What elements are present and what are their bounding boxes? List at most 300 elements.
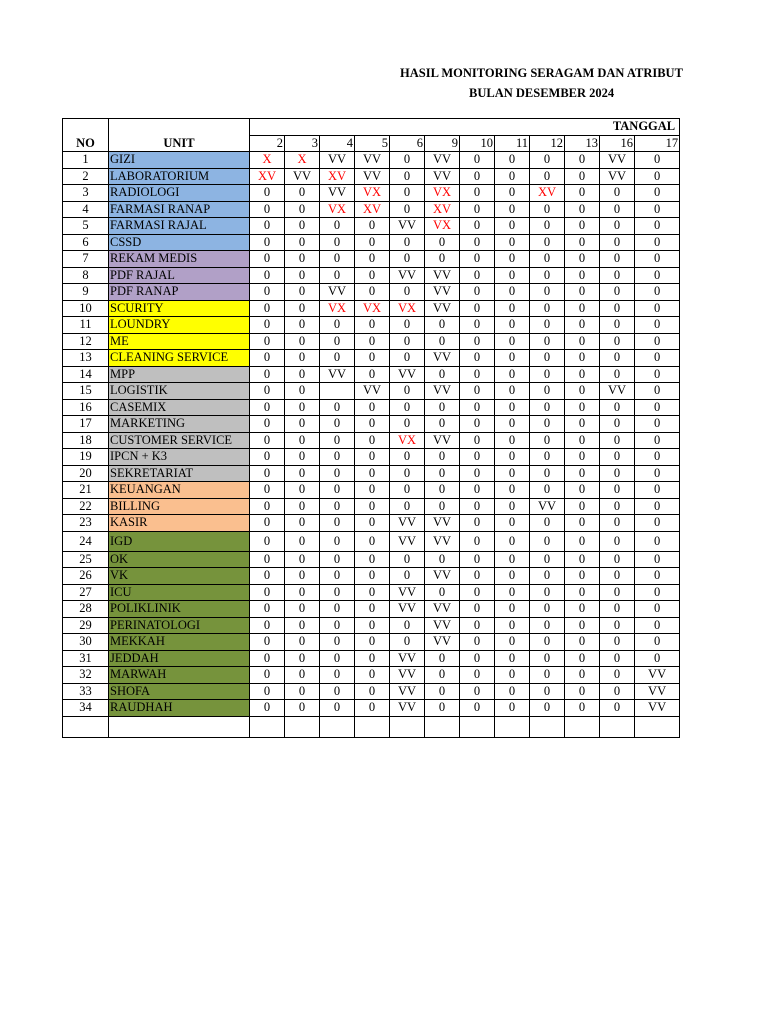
table-row [63,601,680,618]
table-row [63,531,680,551]
status-cell: 0 [285,531,320,551]
status-cell: 0 [355,700,390,717]
status-cell: 0 [355,601,390,618]
status-cell: VV [390,267,425,284]
status-cell: 0 [250,634,285,651]
status-cell: 0 [250,482,285,499]
status-cell: 0 [530,251,565,268]
row-number: 4 [63,201,109,218]
status-cell: X [285,152,320,169]
status-cell: 0 [635,551,680,568]
status-cell: 0 [530,284,565,301]
status-cell: 0 [285,515,320,532]
status-cell: 0 [565,515,600,532]
status-cell: 0 [320,667,355,684]
status-cell: VX [390,432,425,449]
status-cell: 0 [250,667,285,684]
status-cell: VV [530,498,565,515]
table-row [63,650,680,667]
status-cell: 0 [460,449,495,466]
status-cell: 0 [250,531,285,551]
status-cell: 0 [425,584,460,601]
status-cell: 0 [355,234,390,251]
status-cell: 0 [425,449,460,466]
status-cell: 0 [250,185,285,202]
status-cell: 0 [250,218,285,235]
row-number: 23 [63,515,109,532]
status-cell: 0 [495,267,530,284]
status-cell: 0 [250,300,285,317]
table-row [63,551,680,568]
row-number: 25 [63,551,109,568]
status-cell: 0 [600,498,635,515]
empty-cell [635,716,680,737]
status-cell: 0 [530,350,565,367]
status-cell: 0 [285,317,320,334]
status-cell: VV [425,350,460,367]
unit-name: FARMASI RANAP [109,201,250,218]
status-cell: 0 [460,284,495,301]
status-cell: VV [425,568,460,585]
status-cell: VV [355,168,390,185]
empty-cell [390,716,425,737]
status-cell: 0 [495,251,530,268]
unit-name: IGD [109,531,250,551]
status-cell: 0 [250,383,285,400]
status-cell: 0 [495,683,530,700]
status-cell: 0 [320,634,355,651]
table-row [63,617,680,634]
status-cell: 0 [635,617,680,634]
status-cell: 0 [530,383,565,400]
unit-name: LABORATORIUM [109,168,250,185]
status-cell: 0 [635,350,680,367]
row-number: 18 [63,432,109,449]
status-cell: VV [390,683,425,700]
status-cell: 0 [250,449,285,466]
status-cell: 0 [460,432,495,449]
status-cell: 0 [250,601,285,618]
status-cell: 0 [285,498,320,515]
status-cell: 0 [530,300,565,317]
status-cell: 0 [285,218,320,235]
status-cell: 0 [600,683,635,700]
status-cell: 0 [565,168,600,185]
status-cell: 0 [565,584,600,601]
status-cell: 0 [635,449,680,466]
status-cell: 0 [460,482,495,499]
unit-name: IPCN + K3 [109,449,250,466]
status-cell: 0 [460,416,495,433]
status-cell: 0 [460,617,495,634]
status-cell: 0 [250,700,285,717]
status-cell: 0 [495,531,530,551]
status-cell: 0 [390,399,425,416]
status-cell: 0 [355,465,390,482]
status-cell: 0 [355,284,390,301]
status-cell: 0 [495,201,530,218]
status-cell: 0 [250,515,285,532]
status-cell: 0 [460,168,495,185]
status-cell: 0 [355,515,390,532]
status-cell: 0 [355,317,390,334]
status-cell: 0 [285,683,320,700]
status-cell: VV [635,700,680,717]
status-cell: 0 [320,584,355,601]
status-cell: 0 [250,650,285,667]
status-cell: 0 [565,650,600,667]
status-cell: 0 [600,350,635,367]
status-cell: 0 [355,634,390,651]
row-number: 14 [63,366,109,383]
status-cell: 0 [460,515,495,532]
status-cell: 0 [460,601,495,618]
row-number: 21 [63,482,109,499]
status-cell: 0 [600,201,635,218]
header-day: 11 [495,135,530,152]
status-cell: 0 [320,531,355,551]
header-day: 4 [320,135,355,152]
status-cell: 0 [320,515,355,532]
table-row [63,465,680,482]
status-cell: 0 [635,267,680,284]
status-cell: 0 [460,683,495,700]
status-cell: 0 [565,366,600,383]
status-cell: 0 [600,267,635,284]
status-cell: 0 [530,317,565,334]
row-number: 34 [63,700,109,717]
status-cell: 0 [530,465,565,482]
status-cell: 0 [635,366,680,383]
status-cell: VV [635,667,680,684]
table-row [63,218,680,235]
status-cell: VV [390,584,425,601]
status-cell: 0 [320,601,355,618]
unit-name: VK [109,568,250,585]
status-cell: 0 [250,251,285,268]
empty-cell [320,716,355,737]
status-cell: 0 [250,333,285,350]
status-cell: 0 [320,465,355,482]
monitoring-table [62,118,680,738]
status-cell: 0 [320,551,355,568]
status-cell: 0 [425,498,460,515]
status-cell: 0 [530,449,565,466]
row-number: 16 [63,399,109,416]
status-cell: 0 [390,333,425,350]
row-number: 33 [63,683,109,700]
row-number: 20 [63,465,109,482]
status-cell: 0 [600,185,635,202]
row-number: 7 [63,251,109,268]
status-cell: 0 [285,399,320,416]
status-cell: VV [390,366,425,383]
status-cell: 0 [565,498,600,515]
report-title: HASIL MONITORING SERAGAM DAN ATRIBUT [400,66,683,80]
status-cell: 0 [460,551,495,568]
status-cell: 0 [460,498,495,515]
status-cell: 0 [390,152,425,169]
status-cell: 0 [600,333,635,350]
status-cell: 0 [250,432,285,449]
status-cell: 0 [355,551,390,568]
status-cell: 0 [600,634,635,651]
row-number: 17 [63,416,109,433]
table-row [63,568,680,585]
status-cell: 0 [390,317,425,334]
unit-name: CUSTOMER SERVICE [109,432,250,449]
status-cell: 0 [495,584,530,601]
status-cell: 0 [635,152,680,169]
status-cell: 0 [320,350,355,367]
row-number: 31 [63,650,109,667]
status-cell: 0 [285,634,320,651]
row-number: 1 [63,152,109,169]
status-cell: 0 [320,251,355,268]
status-cell: 0 [635,482,680,499]
status-cell: 0 [495,700,530,717]
status-cell: 0 [600,465,635,482]
table-row [63,449,680,466]
unit-name: MEKKAH [109,634,250,651]
unit-name: ICU [109,584,250,601]
status-cell: 0 [355,366,390,383]
status-cell: 0 [425,683,460,700]
status-cell: 0 [250,317,285,334]
status-cell: 0 [600,482,635,499]
status-cell: 0 [390,168,425,185]
status-cell: 0 [600,568,635,585]
status-cell: 0 [530,432,565,449]
status-cell: 0 [460,185,495,202]
table-row [63,333,680,350]
status-cell: 0 [530,366,565,383]
unit-name: LOGISTIK [109,383,250,400]
table-row [63,667,680,684]
table-row [63,185,680,202]
status-cell: 0 [285,551,320,568]
status-cell: VV [425,531,460,551]
status-cell: 0 [565,333,600,350]
table-row [63,267,680,284]
status-cell: 0 [635,185,680,202]
status-cell: 0 [355,617,390,634]
status-cell: VV [390,700,425,717]
status-cell: 0 [530,650,565,667]
table-row [63,152,680,169]
status-cell: 0 [460,251,495,268]
row-number: 22 [63,498,109,515]
unit-name: POLIKLINIK [109,601,250,618]
status-cell: VV [600,152,635,169]
header-day: 3 [285,135,320,152]
status-cell: 0 [530,568,565,585]
status-cell: 0 [600,317,635,334]
status-cell: 0 [285,333,320,350]
status-cell: 0 [600,234,635,251]
status-cell: 0 [635,168,680,185]
status-cell: 0 [635,416,680,433]
status-cell: 0 [250,416,285,433]
status-cell: 0 [285,185,320,202]
status-cell: VX [320,201,355,218]
status-cell: 0 [390,551,425,568]
status-cell: 0 [600,251,635,268]
status-cell: 0 [285,383,320,400]
header-day: 16 [600,135,635,152]
status-cell: 0 [635,498,680,515]
status-cell: 0 [460,383,495,400]
status-cell: 0 [250,267,285,284]
status-cell: 0 [460,568,495,585]
status-cell: 0 [425,416,460,433]
status-cell: 0 [495,667,530,684]
table-row [63,399,680,416]
unit-name: SHOFA [109,683,250,700]
status-cell: 0 [460,333,495,350]
row-number: 13 [63,350,109,367]
status-cell: 0 [355,498,390,515]
status-cell: 0 [390,568,425,585]
status-cell: 0 [320,234,355,251]
status-cell: 0 [250,465,285,482]
status-cell: 0 [600,667,635,684]
status-cell: VV [425,267,460,284]
status-cell: 0 [600,300,635,317]
status-cell: 0 [565,399,600,416]
status-cell: 0 [390,201,425,218]
status-cell: 0 [565,683,600,700]
status-cell: 0 [390,383,425,400]
status-cell: 0 [425,234,460,251]
unit-name: PDF RAJAL [109,267,250,284]
status-cell: 0 [600,531,635,551]
status-cell: 0 [635,399,680,416]
status-cell: 0 [635,333,680,350]
row-number: 10 [63,300,109,317]
header-day: 2 [250,135,285,152]
header-day: 17 [635,135,680,152]
status-cell: VX [390,300,425,317]
status-cell: 0 [565,449,600,466]
header-day: 6 [390,135,425,152]
row-number: 2 [63,168,109,185]
status-cell: 0 [425,650,460,667]
status-cell: 0 [250,284,285,301]
status-cell: 0 [320,218,355,235]
status-cell: 0 [355,416,390,433]
status-cell: 0 [425,251,460,268]
status-cell: 0 [635,218,680,235]
empty-cell [600,716,635,737]
table-row [63,168,680,185]
unit-name: RADIOLOGI [109,185,250,202]
status-cell: VV [425,284,460,301]
status-cell: 0 [495,465,530,482]
unit-name: PDF RANAP [109,284,250,301]
header-row-1 [63,119,680,136]
status-cell: 0 [285,350,320,367]
status-cell: 0 [635,601,680,618]
status-cell: 0 [495,432,530,449]
status-cell: 0 [320,498,355,515]
status-cell: 0 [460,201,495,218]
status-cell: 0 [530,634,565,651]
status-cell: 0 [390,416,425,433]
status-cell: 0 [495,383,530,400]
status-cell: 0 [565,667,600,684]
status-cell: VV [355,152,390,169]
status-cell: 0 [635,634,680,651]
status-cell: 0 [495,482,530,499]
status-cell: 0 [635,383,680,400]
status-cell: 0 [285,568,320,585]
status-cell: 0 [250,568,285,585]
status-cell: 0 [600,584,635,601]
status-cell: 0 [565,601,600,618]
status-cell: 0 [600,601,635,618]
status-cell: 0 [355,449,390,466]
table-row [63,251,680,268]
row-number: 6 [63,234,109,251]
header-unit: UNIT [109,119,250,152]
report-subtitle: BULAN DESEMBER 2024 [469,86,615,100]
empty-cell [495,716,530,737]
status-cell: 0 [390,234,425,251]
status-cell: 0 [355,584,390,601]
status-cell: 0 [530,551,565,568]
status-cell: VV [320,366,355,383]
status-cell: 0 [320,416,355,433]
unit-name: CLEANING SERVICE [109,350,250,367]
status-cell: 0 [285,449,320,466]
status-cell: VV [425,601,460,618]
status-cell: 0 [495,515,530,532]
unit-name: JEDDAH [109,650,250,667]
status-cell: XV [250,168,285,185]
table-row [63,482,680,499]
status-cell: 0 [355,350,390,367]
status-cell: 0 [530,531,565,551]
status-cell: 0 [390,482,425,499]
status-cell: 0 [320,683,355,700]
status-cell: 0 [355,432,390,449]
status-cell: 0 [355,650,390,667]
status-cell: 0 [250,366,285,383]
status-cell: 0 [600,366,635,383]
status-cell: 0 [635,201,680,218]
status-cell: VV [425,168,460,185]
row-number: 15 [63,383,109,400]
status-cell: VV [390,531,425,551]
table-row [63,350,680,367]
status-cell: VV [355,383,390,400]
status-cell: 0 [285,300,320,317]
header-day: 12 [530,135,565,152]
unit-name: KEUANGAN [109,482,250,499]
status-cell: 0 [565,551,600,568]
status-cell: 0 [495,152,530,169]
status-cell: 0 [460,317,495,334]
status-cell: 0 [320,333,355,350]
empty-cell [460,716,495,737]
unit-name: RAUDHAH [109,700,250,717]
status-cell: XV [320,168,355,185]
status-cell: 0 [530,152,565,169]
unit-name: REKAM MEDIS [109,251,250,268]
status-cell: 0 [530,234,565,251]
status-cell: 0 [635,650,680,667]
